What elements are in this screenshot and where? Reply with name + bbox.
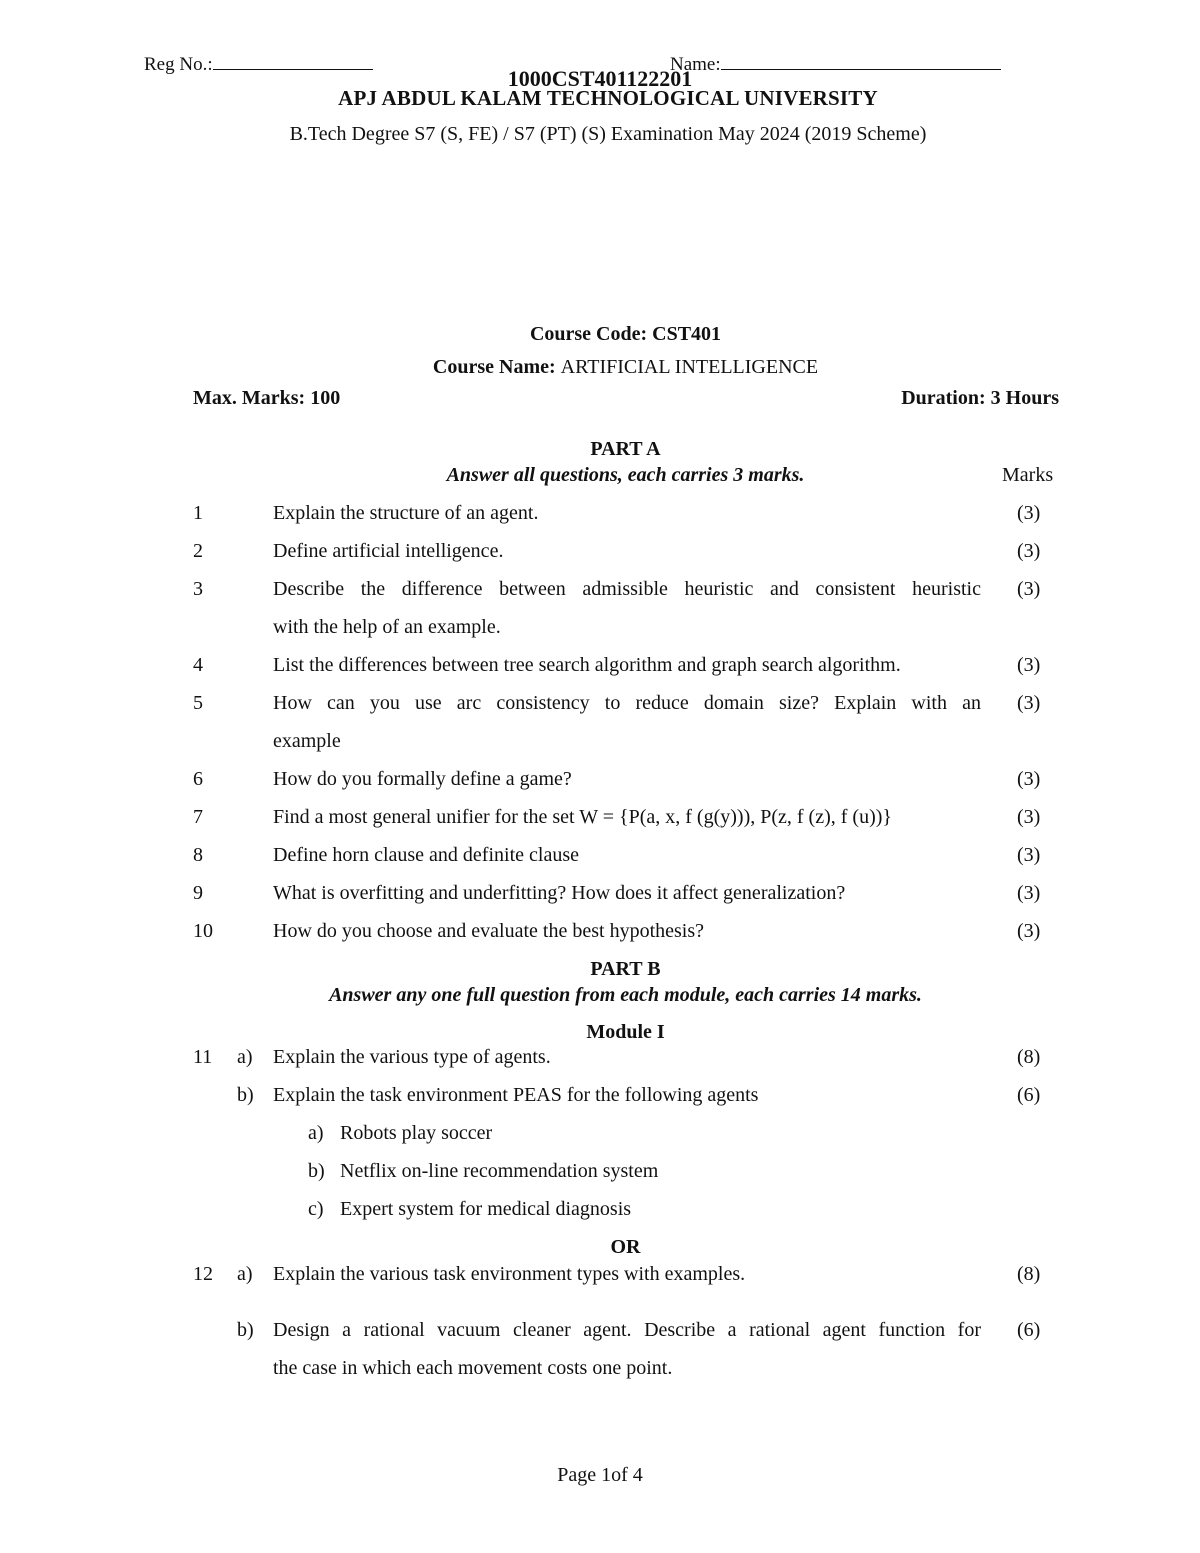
question-number: 10 <box>193 920 213 942</box>
list-item-text: Expert system for medical diagnosis <box>340 1198 632 1220</box>
question-row <box>0 654 1200 692</box>
question-row <box>0 844 1200 882</box>
question-text: Explain the various task environment types with examples. <box>273 1263 746 1285</box>
question-number: 2 <box>193 540 203 562</box>
question-text: Design a rational vacuum cleaner agent. Describe a rational agent function for <box>273 1319 981 1341</box>
question-row <box>0 578 1200 654</box>
question-text: List the differences between tree search algorithm and graph search algorithm. <box>273 654 901 676</box>
subquestion-label: a) <box>237 1046 253 1068</box>
question-number: 9 <box>193 882 203 904</box>
question-text-continued: the case in which each movement costs one point. <box>273 1357 673 1379</box>
part-b-title: PART B <box>590 958 661 980</box>
question-text: Define artificial intelligence. <box>273 540 504 562</box>
course-name <box>0 356 1200 379</box>
question-text: Find a most general unifier for the set W = {P(a, x, f (g(y))), P(z, f (z), f (u))} <box>273 806 892 828</box>
question-text: How can you use arc consistency to reduce domain size? Explain with an <box>273 692 981 714</box>
question-row <box>0 502 1200 540</box>
question-number: 7 <box>193 806 203 828</box>
question-row <box>0 1046 1200 1084</box>
question-marks: (8) <box>1017 1046 1041 1068</box>
question-number: 11 <box>193 1046 213 1068</box>
part-a-instruction: Answer all questions, each carries 3 marks. <box>446 464 805 486</box>
question-marks: (3) <box>1017 654 1041 676</box>
question-marks: (3) <box>1017 692 1041 714</box>
question-text: How do you choose and evaluate the best hypothesis? <box>273 920 705 942</box>
subquestion-label: a) <box>237 1263 253 1285</box>
course-name-value: ARTIFICIAL INTELLIGENCE <box>560 356 819 378</box>
question-marks: (6) <box>1017 1319 1041 1341</box>
university-name: APJ ABDUL KALAM TECHNOLOGICAL UNIVERSITY <box>338 86 878 110</box>
question-row <box>0 920 1200 958</box>
subquestion-label: b) <box>237 1319 254 1341</box>
page-number: Page 1of 4 <box>557 1464 643 1486</box>
question-row <box>0 692 1200 768</box>
question-marks: (6) <box>1017 1084 1041 1106</box>
question-row <box>0 768 1200 806</box>
question-number: 1 <box>193 502 203 524</box>
question-row <box>0 1084 1200 1122</box>
list-item-label: c) <box>308 1198 324 1220</box>
question-number: 8 <box>193 844 203 866</box>
or-separator: OR <box>610 1236 641 1258</box>
question-number: 3 <box>193 578 203 600</box>
question-number: 4 <box>193 654 203 676</box>
question-number: 6 <box>193 768 203 790</box>
question-text-continued: example <box>273 730 341 752</box>
exam-title: B.Tech Degree S7 (S, FE) / S7 (PT) (S) Examination May 2024 (2019 Scheme) <box>289 123 927 145</box>
question-number: 5 <box>193 692 203 714</box>
course-code: Course Code: CST401 <box>529 323 722 345</box>
question-row <box>0 1263 1200 1301</box>
paper-code: 1000CST401122201 <box>507 66 693 91</box>
list-item-label: b) <box>308 1160 325 1182</box>
question-row <box>0 882 1200 920</box>
question-marks: (3) <box>1017 806 1041 828</box>
module-title: Module I <box>586 1021 665 1043</box>
list-item-label: a) <box>308 1122 324 1144</box>
question-marks: (3) <box>1017 768 1041 790</box>
question-row <box>0 540 1200 578</box>
question-marks: (3) <box>1017 502 1041 524</box>
list-item-text: Robots play soccer <box>340 1122 493 1144</box>
question-row <box>0 1319 1200 1395</box>
reg-no-label: Reg No.: <box>144 54 213 75</box>
question-row <box>0 806 1200 844</box>
part-a-title: PART A <box>590 438 661 460</box>
question-text: Explain the structure of an agent. <box>273 502 539 524</box>
name-label: Name: <box>670 54 721 75</box>
question-marks: (3) <box>1017 844 1041 866</box>
question-text: Describe the difference between admissible heuristic and consistent heuristic <box>273 578 981 600</box>
question-marks: (3) <box>1017 920 1041 942</box>
subquestion-label: b) <box>237 1084 254 1106</box>
question-marks: (8) <box>1017 1263 1041 1285</box>
question-number: 12 <box>193 1263 213 1285</box>
duration: Duration: 3 Hours <box>901 387 1059 409</box>
question-marks: (3) <box>1017 578 1041 600</box>
part-b-instruction: Answer any one full question from each module, each carries 14 marks. <box>329 984 922 1006</box>
question-marks: (3) <box>1017 882 1041 904</box>
marks-header: Marks <box>1002 464 1054 486</box>
question-text: What is overfitting and underfitting? How does it affect generalization? <box>273 882 846 904</box>
question-text: Explain the task environment PEAS for the following agents <box>273 1084 759 1106</box>
question-marks: (3) <box>1017 540 1041 562</box>
course-name-label: Course Name: <box>432 356 561 378</box>
question-text: How do you formally define a game? <box>273 768 572 790</box>
question-text: Define horn clause and definite clause <box>273 844 579 866</box>
list-item-text: Netflix on-line recommendation system <box>340 1160 659 1182</box>
question-text: Explain the various type of agents. <box>273 1046 551 1068</box>
question-text-continued: with the help of an example. <box>273 616 501 638</box>
max-marks: Max. Marks: 100 <box>193 387 341 409</box>
